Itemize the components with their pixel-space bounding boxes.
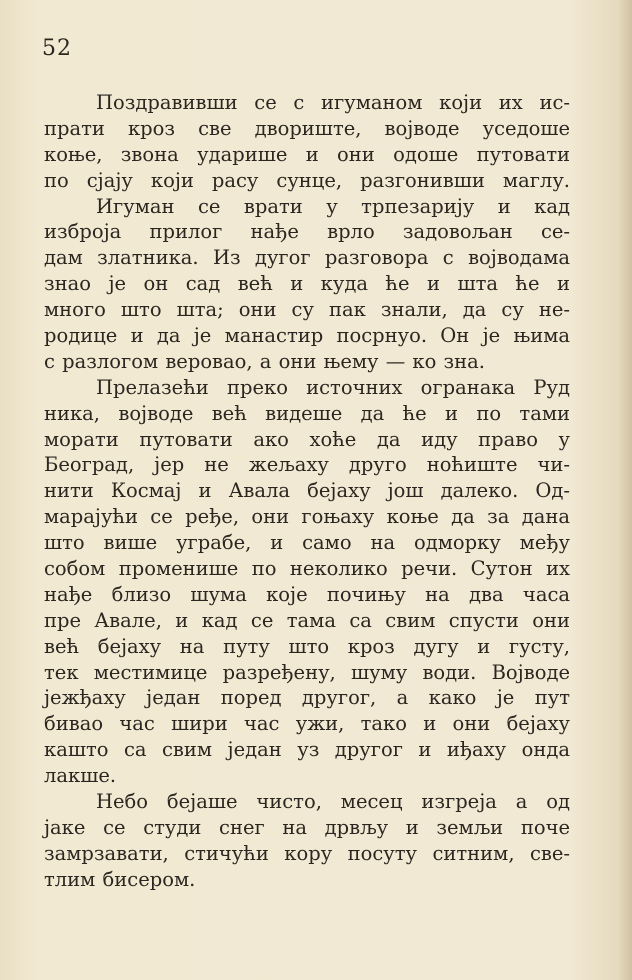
text-line: јежђаху један поред другог, а како је пут: [44, 686, 570, 710]
text-line: замрзавати, стичући кору посуту ситним, све-: [44, 841, 570, 865]
text-line: по сјају који расу сунце, разгонивши маглу.: [44, 168, 570, 192]
text-line: кашто са свим један уз другог и иђаху онда: [44, 738, 570, 762]
text-line: већ бејаху на путу што кроз дугу и густу,: [44, 634, 570, 658]
text-line: изброја прилог нађе врло задовољан се-: [44, 220, 570, 244]
text-line: морати путовати ако хоће да иду право у: [44, 427, 570, 451]
text-line: лакше.: [44, 764, 117, 788]
text-line: много што шта; они су пак знали, да су не-: [44, 298, 570, 322]
text-line: Небо бејаше чисто, месец изгреја а од: [96, 790, 570, 814]
text-line: собом променише по неколико речи. Сутон их: [44, 557, 570, 581]
text-line: јаке се студи снег на дрвљу и земљи поче: [44, 815, 570, 839]
text-line: ника, војводе већ видеше да ће и по тами: [44, 401, 570, 425]
text-line: родице и да је манастир посрнуо. Он је њима: [44, 324, 570, 348]
text-line: коње, звона ударише и они одоше путовати: [44, 142, 570, 166]
text-line: пре Авале, и кад се тама са свим спусти они: [44, 608, 570, 632]
text-line: Игуман се врати у трпезарију и кад: [96, 194, 570, 218]
text-line: прати кроз све двориште, војводе уседоше: [44, 116, 570, 140]
page-number: 52: [42, 36, 72, 61]
text-line: Прелазећи преко источних огранака Руд: [96, 375, 570, 399]
page-edge-shadow: [618, 0, 632, 980]
text-line: марајући се ређе, они гоњаху коње да за дана: [44, 505, 570, 529]
text-line: тек местимице разређену, шуму води. Војводе: [44, 660, 570, 684]
text-line: што више уграбе, и само на одморку међу: [44, 531, 570, 555]
text-line: тлим бисером.: [44, 867, 196, 891]
text-line: дам златника. Из дугог разговора с војводама: [44, 246, 570, 270]
text-line: Београд, јер не жељаху друго ноћиште чи-: [44, 453, 570, 477]
text-line: бивао час шири час ужи, тако и они бејаху: [44, 712, 570, 736]
body-text: [44, 90, 570, 893]
text-line: Поздравивши се с игуманом који их ис-: [96, 91, 570, 114]
text-line: нађе близо шума које почињу на два часа: [44, 582, 570, 606]
text-line: нити Космај и Авала бејаху још далеко. Од-: [44, 479, 570, 503]
text-line: с разлогом веровао, а они њему — ко зна.: [44, 349, 485, 373]
text-line: знао је он сад већ и куда ће и шта ће и: [44, 272, 570, 296]
